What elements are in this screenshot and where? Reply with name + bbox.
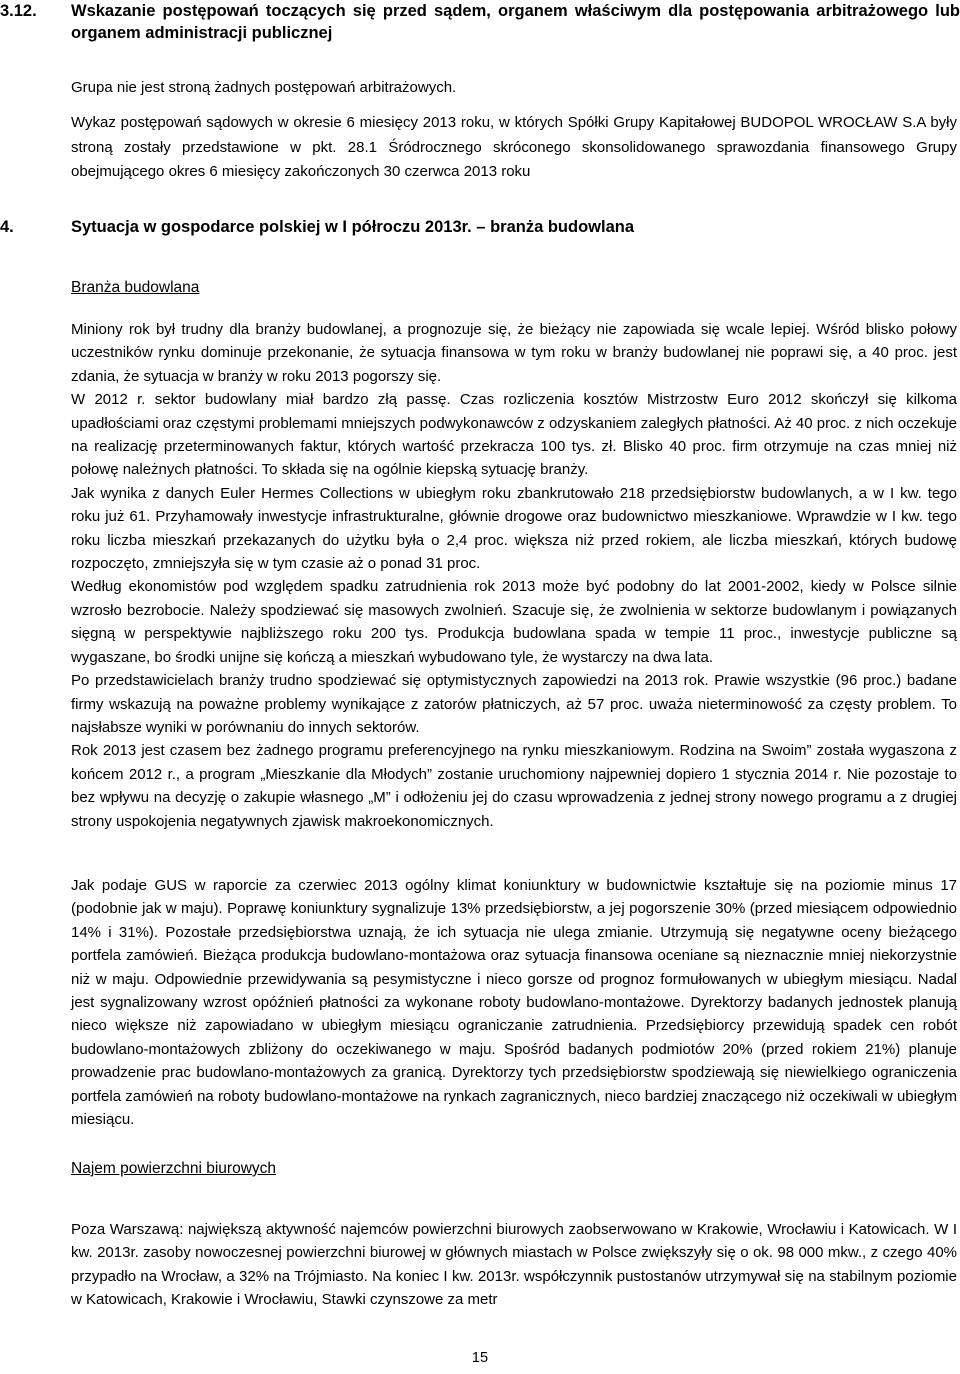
office-heading: Najem powierzchni biurowych [71,1160,277,1177]
arbitration-note: Grupa nie jest stroną żadnych postępowań arbitrażowych. [71,79,457,96]
construction-heading: Branża budowlana [71,279,200,296]
paragraph: Jak wynika z danych Euler Hermes Collections w ubiegłym roku zbankrutowało 218 przedsiębiorstw budowlanych, a w I kw. tego roku już 61. Przyhamowały inwestycje infrastrukturalne, głównie drogowe oraz budownictwo mieszkaniowe. Wprawdzie w I kw. tego roku liczba mieszkań przekazanych do użytku była o 2,4 proc. większa niż przed rokiem, ale liczba mieszkań, których budowę rozpoczęto, zmniejszyła się w tym czasie aż o ponad 31 proc. [71,484,957,573]
construction-body [71,318,957,833]
section-number: 4. [0,218,14,236]
paragraph: Rok 2013 jest czasem bez żadnego programu preferencyjnego na rynku mieszkaniowym. Rodzina na Swoim” została wygaszona z końcem 2012 r., a program „Mieszkanie dla Młodych” zostanie uruchomiony najpewniej dopiero 1 stycznia 2014 r. Nie pozostaje to bez wpływu na decyzję o zakupie własnego „M” i odłożeniu jej do czasu wprowadzenia z jednej strony nowego programu a z drugiej strony uspokojenia negatywnych zjawisk makroekonomicznych. [71,742,957,830]
paragraph: Po przedstawicielach branży trudno spodziewać się optymistycznych zapowiedzi na 2013 rok. Prawie wszystkie (96 proc.) badane firmy wskazują na poważne problemy wynikające z zatorów płatniczych, aż 57 proc. uważa nieterminowość za częsty problem. To najsłabsze wyniki w porównaniu do innych sektorów. [71,672,957,736]
section-title: Wskazanie postępowań toczących się przed sądem, organem właściwym dla postępowania arbitrażowego lub organem administracji publicznej [71,2,960,42]
section-title: Sytuacja w gospodarce polskiej w I półroczu 2013r. – branża budowlana [71,218,634,236]
paragraph: W 2012 r. sektor budowlany miał bardzo złą passę. Czas rozliczenia kosztów Mistrzostw Euro 2012 skończył się kilkoma upadłościami oraz częstymi problemami mniejszych podwykonawców z odzyskaniem zaległych płatności. Aż 40 proc. z nich oczekuje na realizację przeterminowanych faktur, których wartość przekracza 100 tys. zł. Blisko 40 proc. firm otrzymuje na czas mniej niż połowę należnych płatności. To składa się na ogólnie kiepską sytuację branży. [71,391,957,479]
court-list-note: Wykaz postępowań sądowych w okresie 6 miesięcy 2013 roku, w których Spółki Grupy Kapitałowej BUDOPOL WROCŁAW S.A były stroną zostały przedstawione w pkt. 28.1 Śródrocznego skróconego skonsolidowanego sprawozdania finansowego Grupy obejmującego okres 6 miesięcy zakończonych 30 czerwca 2013 roku [71,114,957,180]
gus-paragraph: Jak podaje GUS w raporcie za czerwiec 2013 ogólny klimat koniunktury w budownictwie kształtuje się na poziomie minus 17 (podobnie jak w maju). Poprawę koniunktury sygnalizuje 13% przedsiębiorstw, a jej pogorszenie 30% (przed miesiącem odpowiednio 14% i 31%). Pozostałe przedsiębiorstwa uznają, że ich sytuacja nie ulega zmianie. Utrzymują się negatywne oceny bieżącego portfela zamówień. Bieżąca produkcja budowlano-montażowa oraz sytuacja finansowa oceniane są nieznacznie mniej niekorzystnie niż w maju. Odpowiednie przewidywania są pesymistyczne i nieco gorsze od prognoz formułowanych w ubiegłym miesiącu. Nadal jest sygnalizowany wzrost opóźnień płatności za wykonane roboty budowlano-montażowe. Dyrektorzy badanych jednostek planują nieco większe niż zapowiadano w ubiegłym miesiącu ograniczanie zatrudnienia. Przedsiębiorcy przewidują spadek cen robót budowlano-montażowych zbliżony do oczekiwanego w maju. Spośród badanych podmiotów 20% (przed rokiem 21%) planuje prowadzenie prac budowlano-montażowych za granicą. Dyrektorzy tych przedsiębiorstw spodziewają się niewielkiego ograniczenia portfela zamówień na roboty budowlano-montażowe na rynkach zagranicznych, nieco bardziej znaczącego niż oczekiwali w ubiegłym miesiącu. [71,877,957,1129]
page-number: 15 [471,1350,489,1366]
paragraph: Miniony rok był trudny dla branży budowlanej, a prognozuje się, że bieżący nie zapowiada się wcale lepiej. Wśród blisko połowy uczestników rynku dominuje przekonanie, że sytuacja finansowa w tym roku w branży budowlanej nie poprawi się, a 40 proc. jest zdania, że sytuacja w branży w roku 2013 pogorszy się. [71,321,957,385]
section-3-12-heading [0,0,960,44]
section-number: 3.12. [0,2,37,20]
office-paragraph: Poza Warszawą: największą aktywność najemców powierzchni biurowych zaobserwowano w Krakowie, Wrocławiu i Katowicach. W I kw. 2013r. zasoby nowoczesnej powierzchni biurowej w głównych miastach w Polsce zwiększyły się o ok. 98 000 mkw., z czego 40% przypadło na Wrocław, a 32% na Trójmiasto. Na koniec I kw. 2013r. współczynnik pustostanów utrzymywał się na stabilnym poziomie w Katowicach, Krakowie i Wrocławiu, Stawki czynszowe za metr [71,1221,957,1309]
paragraph: Według ekonomistów pod względem spadku zatrudnienia rok 2013 może być podobny do lat 2001-2002, kiedy w Polsce silnie wzrosło bezrobocie. Należy spodziewać się masowych zwolnień. Szacuje się, że zwolnienia w sektorze budowlanym i powiązanych sięgną w perspektywie najbliższego roku 200 tys. Produkcja budowlana spada w tempie 11 proc., inwestycje publiczne są wygaszane, bo środki unijne się kończą a mieszkań wybudowano tyle, że wystarczy na dwa lata. [71,578,957,666]
